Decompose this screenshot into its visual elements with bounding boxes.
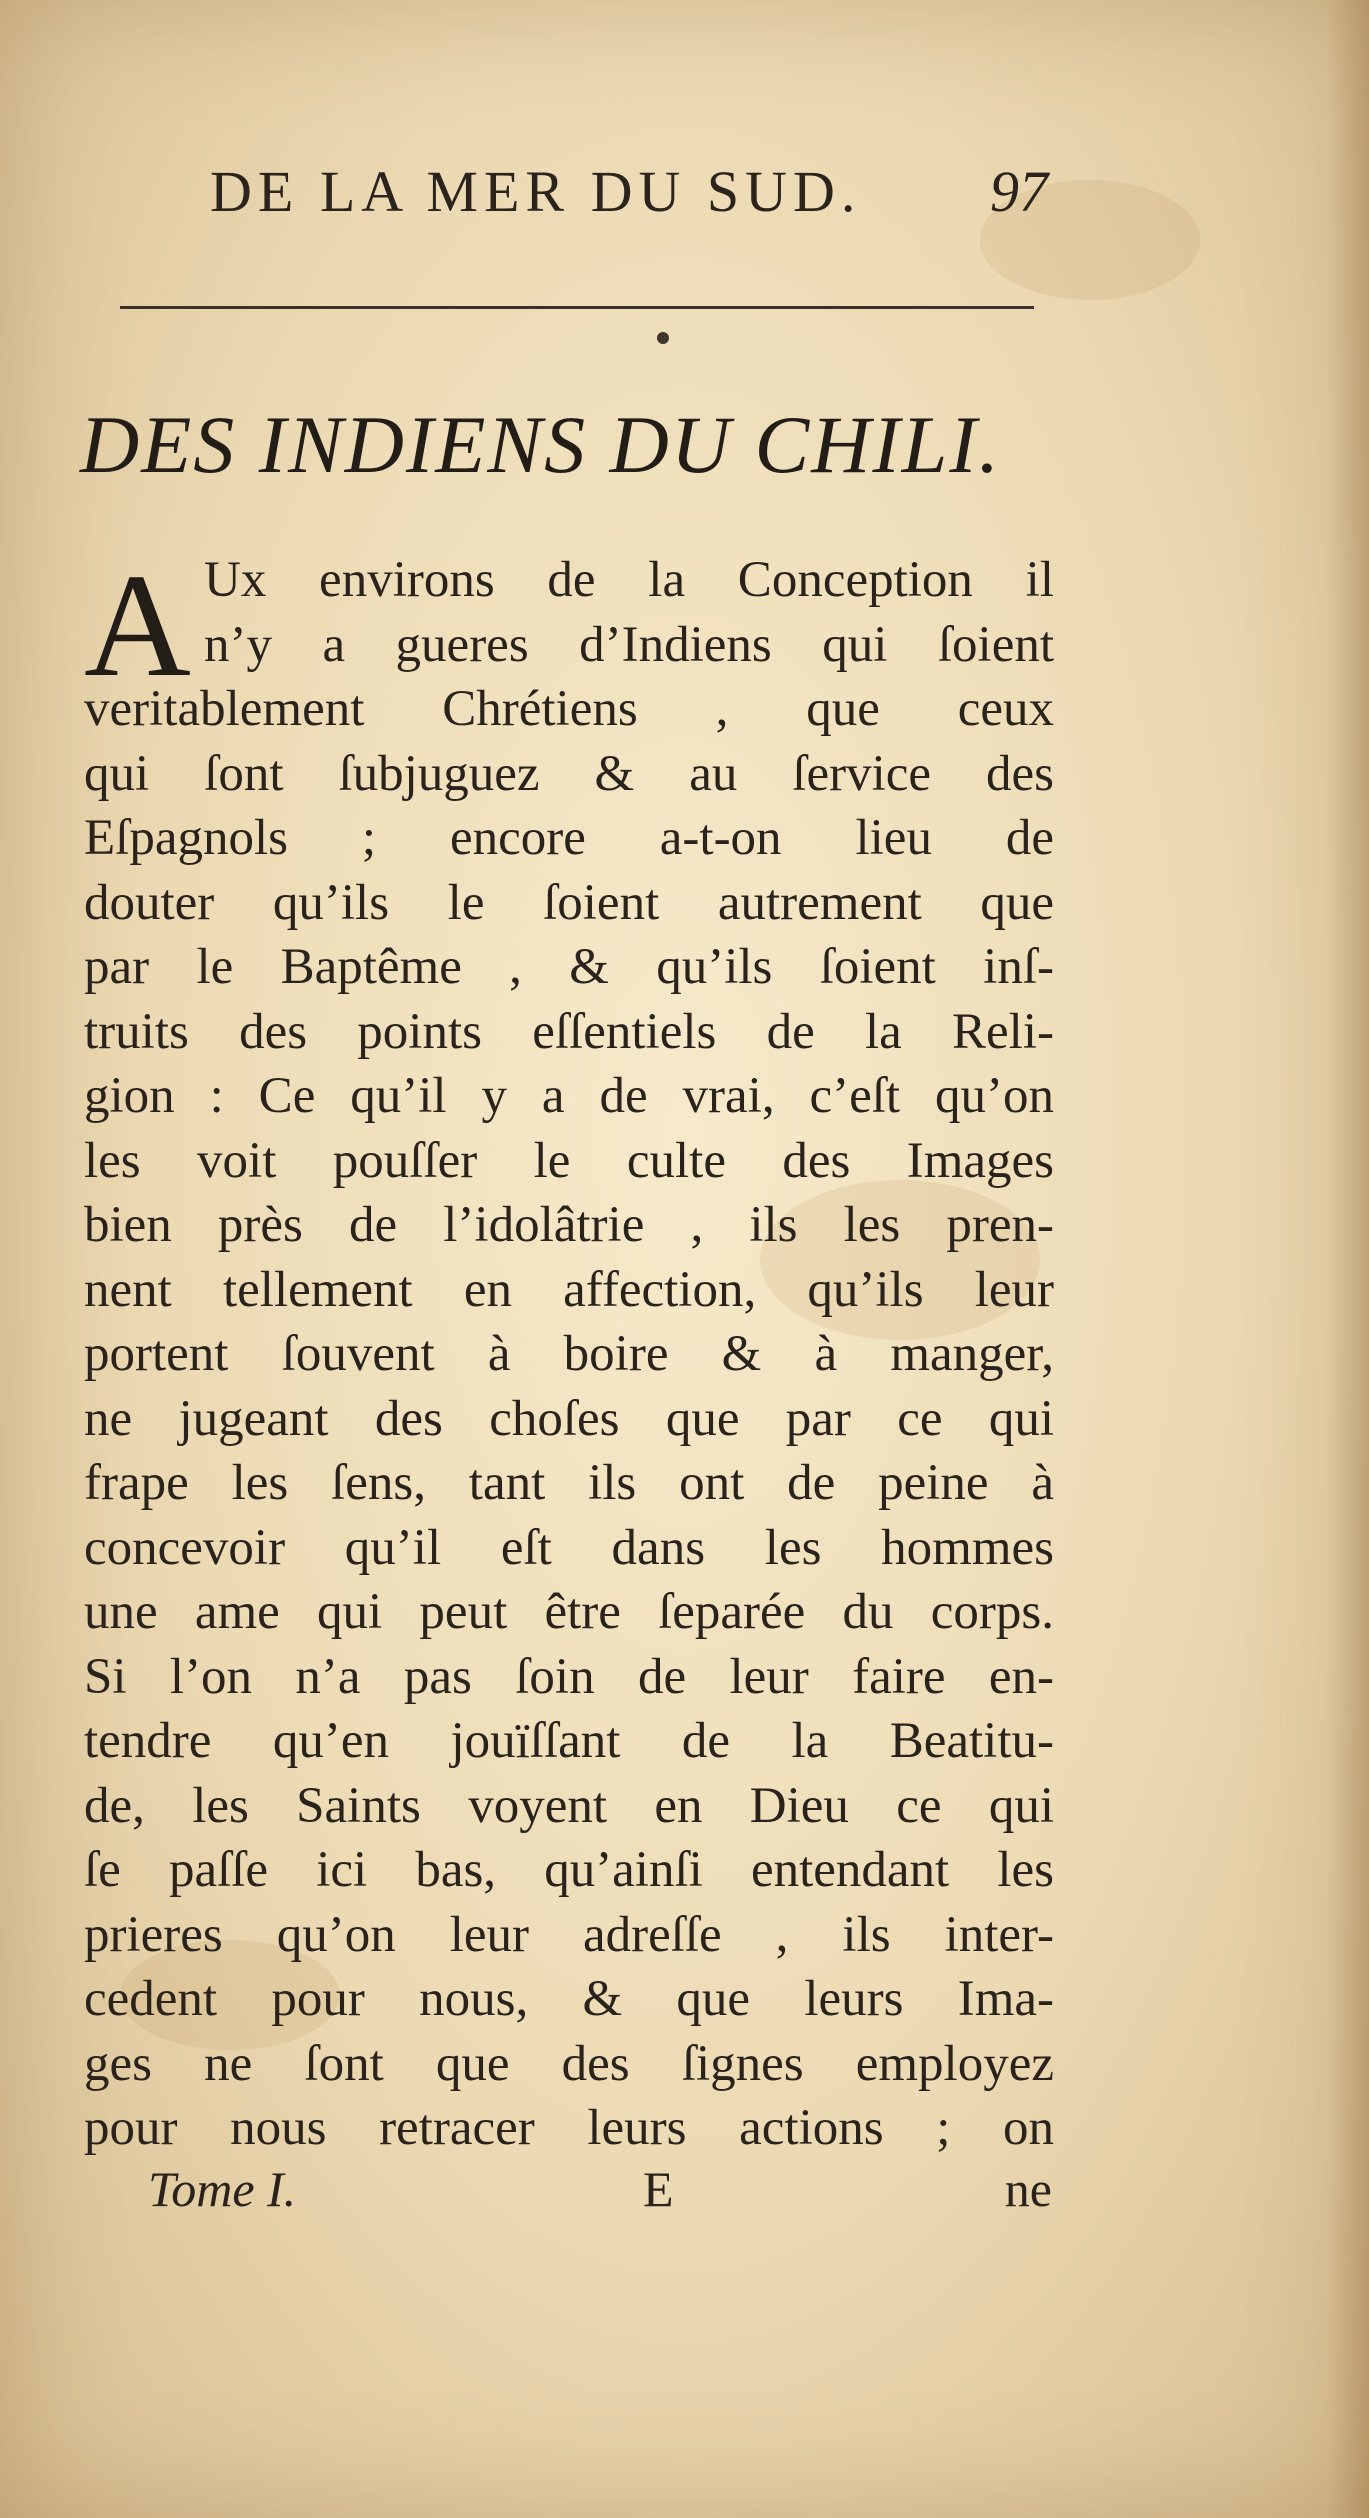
- text-line: qui ſont ſubjuguez & au ſervice des: [84, 745, 1054, 802]
- chapter-title: DES INDIENS DU CHILI.: [80, 399, 1002, 490]
- text-line: de, les Saints voyent en Dieu ce qui: [84, 1777, 1054, 1834]
- text-line: frape les ſens, tant ils ont de peine à: [84, 1455, 1054, 1511]
- header-rule: [120, 306, 1034, 309]
- text-line: veritablement Chrétiens , que ceux: [84, 681, 1054, 737]
- text-line: cedent pour nous, & que leurs Ima-: [84, 1971, 1054, 2027]
- ornament-dot: [657, 332, 669, 344]
- text-line: truits des points eſſentiels de la Reli-: [84, 1003, 1054, 1060]
- text-line: concevoir qu’il eſt dans les hommes: [84, 1519, 1054, 1576]
- drop-cap: A: [84, 544, 191, 708]
- page-footer: [148, 2160, 1054, 2230]
- volume-label: Tome I.: [148, 2161, 297, 2217]
- running-head: [210, 158, 1050, 228]
- text-line: ſe paſſe ici bas, qu’ainſi entendant les: [84, 1842, 1054, 1898]
- catchword: ne: [1004, 2161, 1052, 2217]
- text-line: les voit pouſſer le culte des Images: [84, 1132, 1054, 1189]
- text-line: gion : Ce qu’il y a de vrai, c’eſt qu’on: [84, 1068, 1054, 1124]
- text-line: Eſpagnols ; encore a-t-on lieu de: [84, 810, 1054, 866]
- body-text: [84, 544, 1054, 2161]
- text-line: nent tellement en affection, qu’ils leur: [84, 1261, 1054, 1318]
- signature-mark: E: [643, 2161, 674, 2217]
- text-line: ges ne ſont que des ſignes employez: [84, 2035, 1054, 2092]
- page-edge-shadow: [1327, 0, 1369, 2518]
- page-number: 97: [990, 159, 1048, 224]
- text-line: Si l’on n’a pas ſoin de leur faire en-: [84, 1648, 1054, 1705]
- text-line: portent ſouvent à boire & à manger,: [84, 1326, 1054, 1382]
- text-line: une ame qui peut être ſeparée du corps.: [84, 1584, 1054, 1640]
- text-line: tendre qu’en jouïſſant de la Beatitu-: [84, 1713, 1054, 1769]
- text-line: pour nous retracer leurs actions ; on: [84, 2100, 1054, 2156]
- text-line: bien près de l’idolâtrie , ils les pren-: [84, 1197, 1054, 1253]
- text-line: par le Baptême , & qu’ils ſoient inſ-: [84, 939, 1054, 995]
- text-line: n’y a gueres d’Indiens qui ſoient: [204, 616, 1054, 673]
- text-line: Ux environs de la Conception il: [204, 552, 1054, 608]
- text-line: prieres qu’on leur adreſſe , ils inter-: [84, 1906, 1054, 1963]
- text-line: ne jugeant des choſes que par ce qui: [84, 1390, 1054, 1447]
- text-line: douter qu’ils le ſoient autrement que: [84, 874, 1054, 931]
- running-title: DE LA MER DU SUD.: [210, 159, 862, 224]
